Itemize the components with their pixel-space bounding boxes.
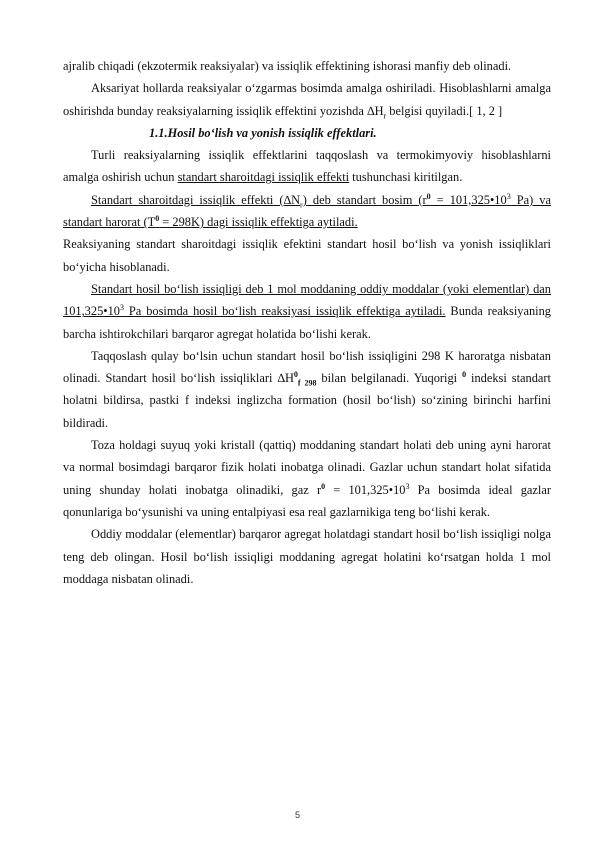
paragraph-9: Oddiy moddalar (elementlar) barqaror agregat holatdagi standart hosil bo‘lish issiqligi nolga teng deb olingan. Hosil bo‘lish issiqligi moddaning agregat holatini ko‘rsatgan holda 1 mol moddaga nisbatan olinadi. <box>63 527 551 586</box>
paragraph-4-definition <box>63 189 551 234</box>
paragraph-6: Standart hosil bo‘lish issiqligi deb 1 mol moddaning oddiy moddalar (yoki elementlar) dan $101,325•10^3$ Pa bosimda hosil bo‘lish reaksiyasi issiqlik effektiga aytiladi. Bunda reaksiyaning barcha ishtirokchilari barqaror agregat holatida bo‘lishi kerak. <box>63 281 551 341</box>
paragraph-3: Turli reaksiyalarning issiqlik effektlarini taqqoslash va termokimyoviy hisoblashlarni amalga oshirish uchun standart sharoitdagi issiqlik effekti tushunchasi kiritilgan. <box>63 148 551 185</box>
term-standard-heat-effect: standart sharoitdagi issiqlik effekti <box>177 170 350 185</box>
paragraph-7: Taqqoslash qulay bo‘lsin uchun standart hosil bo‘lish issiqligini 298 K haroratga nisbatan olinadi. Standart hosil bo‘lish issiqliklari $\Delta H^0_{f 298}$ bilan belgilanadi. Yuqorigi $^0$ indeksi standart holatni bildirsa, pastki f indeksi inglizcha formation (hosil bo‘lish) so‘zining birinchi harfini bildiradi. <box>63 348 551 430</box>
paragraph-5: Reaksiyaning standart sharoitdagi issiqlik efektini standart hosil bo‘lish va yonish issiqliklari bo‘yicha hisoblanadi. <box>63 237 551 274</box>
paragraph-1: ajralib chiqadi (ekzotermik reaksiyalar) va issiqlik effektining ishorasi manfiy deb olinadi. <box>63 59 512 73</box>
section-heading: 1.1.Hosil bo‘lish va yonish issiqlik effektlari. <box>149 125 377 140</box>
delta-h-f298-symbol: $\Delta H^0_{f 298}$ <box>277 370 317 388</box>
definition-standard-heat-effect: Standart sharoitdagi issiqlik effekti $(\Delta N_r)$ deb standart bosim ($r^0$ = $101,325•10^3$ Pa) va standart harorat $(T^0 = 298K)$ dagi issiqlik effektiga aytiladi. <box>63 191 551 230</box>
document-body <box>63 55 551 590</box>
definition-formation-heat: Standart hosil bo‘lish issiqligi deb 1 mol moddaning oddiy moddalar (yoki elementlar) dan $101,325•10^3$ Pa bosimda hosil bo‘lish reaksiyasi issiqlik effektiga aytiladi. <box>63 281 551 319</box>
delta-h-r-symbol: $\Delta H_r$ <box>366 103 387 121</box>
paragraph-2: Aksariyat hollarda reaksiyalar o‘zgarmas bosimda amalga oshiriladi. Hisoblashlarni amalga oshirishda bunday reaksiyalarning issiqlik effektini yozishda $\Delta H_r$ belgisi quyiladi.[ 1, 2 ] <box>63 81 551 121</box>
paragraph-8: Toza holdagi suyuq yoki kristall (qattiq) moddaning standart holati deb uning ayni harorat va normal bosimdagi barqaror fizik holati inobatga olinadi. Gazlar uchun standart holat sifatida uning shunday holati inobatga olinadiki, gaz $r^0$ = $101,325•10^3$ Pa bosimda ideal gazlar qonunlariga bo‘ysunishi va uning entalpiyasi esa real gazlarnikiga teng bo‘lishi kerak. <box>63 438 551 519</box>
page-number: 5 <box>294 810 300 820</box>
